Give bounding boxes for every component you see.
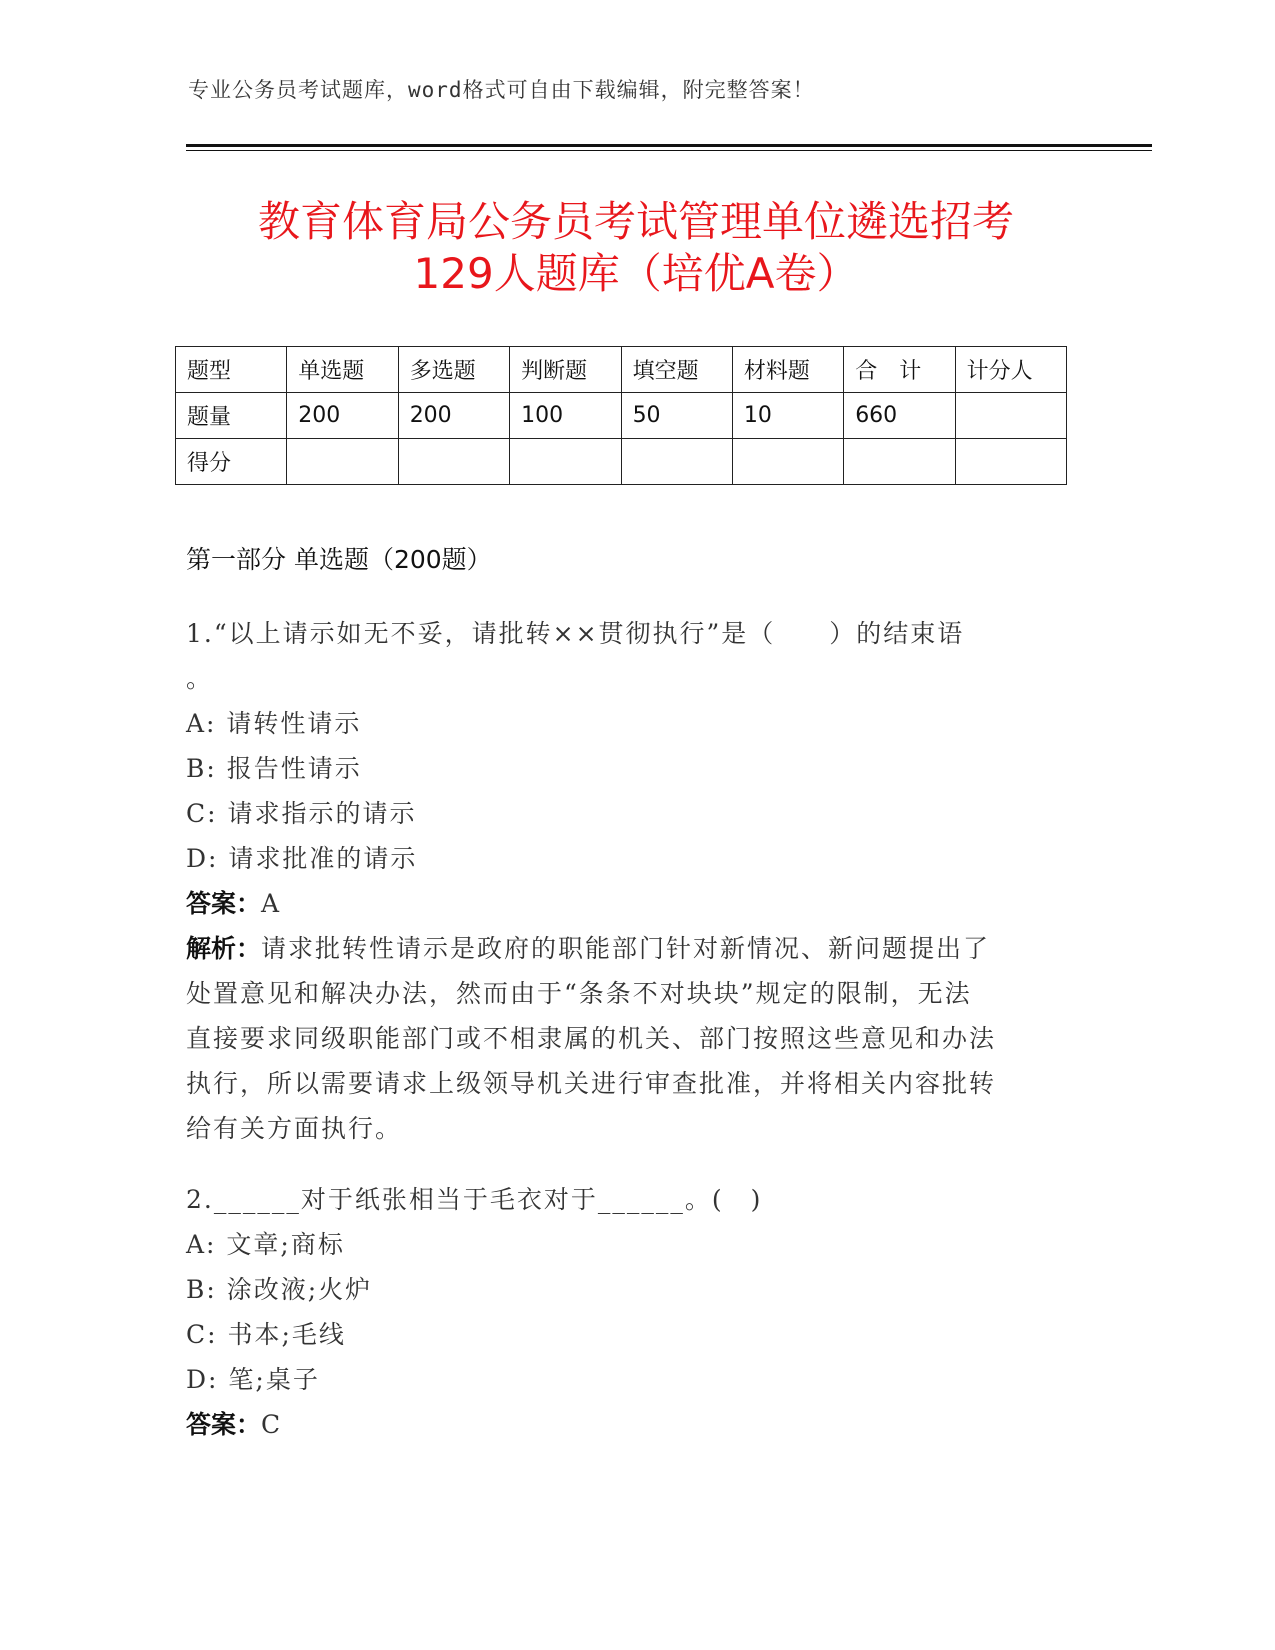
table-cell: 题量 <box>176 393 287 439</box>
score-table <box>175 346 1067 485</box>
answer-line <box>186 881 1066 926</box>
table-cell: 计分人 <box>955 347 1066 393</box>
analysis-text: 请求批转性请示是政府的职能部门针对新情况、新问题提出了 <box>261 934 991 963</box>
option-d: D: 请求批准的请示 <box>186 844 418 873</box>
table-cell: 多选题 <box>398 347 509 393</box>
option-b: B: 报告性请示 <box>186 754 362 783</box>
table-cell <box>955 439 1066 485</box>
document-title <box>186 196 1086 300</box>
table-cell <box>398 439 509 485</box>
table-cell: 200 <box>287 393 398 439</box>
question-stem: 1.“以上请示如无不妥，请批转××贯彻执行”是（ ）的结束语 <box>186 619 965 648</box>
score-table-header-row <box>176 347 1067 393</box>
table-cell <box>955 393 1066 439</box>
table-cell: 10 <box>732 393 843 439</box>
answer-value: A <box>261 889 282 918</box>
question-stem-continued: 。 <box>186 664 214 693</box>
analysis-line-4: 执行，所以需要请求上级领导机关进行审查批准，并将相关内容批转 <box>186 1069 997 1098</box>
title-line-1: 教育体育局公务员考试管理单位遴选招考 <box>257 197 1014 246</box>
analysis-line-1 <box>186 926 1066 971</box>
option-b: B: 涂改液;火炉 <box>186 1275 373 1304</box>
answer-label: 答案： <box>186 889 262 918</box>
option-c: C: 书本;毛线 <box>186 1320 346 1349</box>
analysis-label: 解析： <box>186 934 262 963</box>
option-c: C: 请求指示的请示 <box>186 799 417 828</box>
table-cell: 50 <box>621 393 732 439</box>
table-cell: 材料题 <box>732 347 843 393</box>
table-cell <box>287 439 398 485</box>
table-cell: 200 <box>398 393 509 439</box>
title-line-2: 129人题库（培优A卷） <box>413 249 859 298</box>
header-note: 专业公务员考试题库，word格式可自由下载编辑，附完整答案！ <box>188 78 815 102</box>
option-a: A: 请转性请示 <box>186 709 362 738</box>
table-cell: 填空题 <box>621 347 732 393</box>
table-cell <box>844 439 955 485</box>
table-cell: 660 <box>844 393 955 439</box>
answer-value: C <box>261 1410 283 1439</box>
table-cell <box>510 439 621 485</box>
header-rule-thick <box>186 144 1152 147</box>
answer-line <box>186 1402 1066 1447</box>
analysis-line-2: 处置意见和解决办法，然而由于“条条不对块块”规定的限制，无法 <box>186 979 972 1008</box>
table-cell: 判断题 <box>510 347 621 393</box>
option-d: D: 笔;桌子 <box>186 1365 320 1394</box>
question-stem: 2.______对于纸张相当于毛衣对于______。( ) <box>186 1185 763 1214</box>
question-1 <box>186 611 1066 1151</box>
analysis-line-5: 给有关方面执行。 <box>186 1114 403 1143</box>
question-2 <box>186 1177 1066 1447</box>
table-cell: 单选题 <box>287 347 398 393</box>
table-cell: 合 计 <box>844 347 955 393</box>
table-cell: 题型 <box>176 347 287 393</box>
score-table-score-row <box>176 439 1067 485</box>
option-a: A: 文章;商标 <box>186 1230 345 1259</box>
score-table-count-row <box>176 393 1067 439</box>
table-cell <box>732 439 843 485</box>
table-cell: 得分 <box>176 439 287 485</box>
table-cell: 100 <box>510 393 621 439</box>
header-rule-thin <box>186 150 1152 151</box>
section-title: 第一部分 单选题（200题） <box>186 545 492 574</box>
analysis-line-3: 直接要求同级职能部门或不相隶属的机关、部门按照这些意见和办法 <box>186 1024 997 1053</box>
answer-label: 答案： <box>186 1410 262 1439</box>
table-cell <box>621 439 732 485</box>
